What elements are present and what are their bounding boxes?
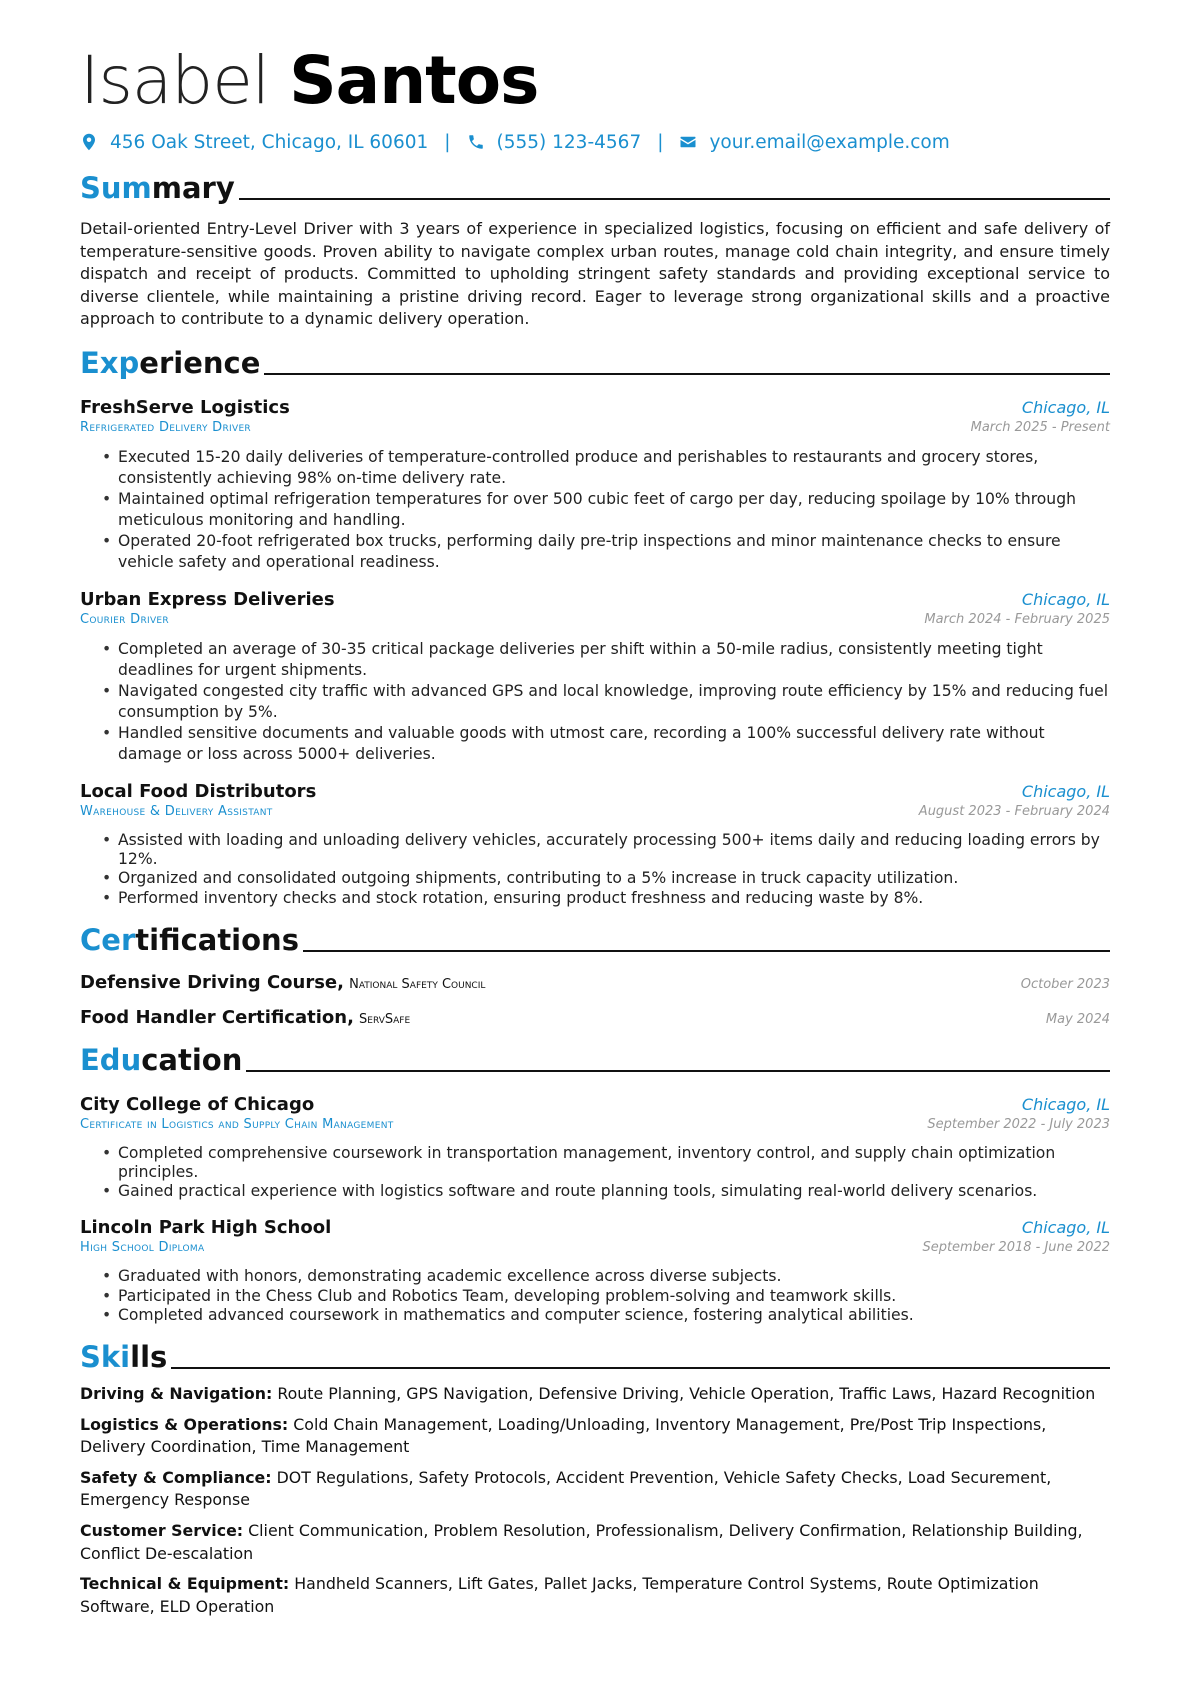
school-name: City College of Chicago — [80, 1093, 315, 1115]
section-skills — [80, 1335, 1110, 1375]
bullet-list — [80, 447, 1110, 573]
list-item: • Completed comprehensive coursework in transportation management, inventory control, and supply chain optimization principles. — [102, 1144, 1110, 1182]
contact-line — [80, 128, 1110, 156]
contact-email[interactable] — [679, 132, 949, 153]
experience-entry — [80, 397, 1110, 573]
skill-row — [80, 1414, 1110, 1459]
skill-values: DOT Regulations, Safety Protocols, Accident Prevention, Vehicle Safety Checks, Load Securement, Emergency Response — [80, 1467, 1052, 1510]
section-education — [80, 1038, 1110, 1078]
company-name: Urban Express Deliveries — [80, 588, 335, 610]
bullet-list — [80, 1267, 1110, 1325]
education-entry — [80, 1217, 1110, 1325]
experience-entry — [80, 781, 1110, 908]
job-title: Refrigerated Delivery Driver — [80, 419, 251, 435]
certification-title: Defensive Driving Course — [80, 971, 338, 993]
job-title: Courier Driver — [80, 611, 169, 627]
list-item: • Organized and consolidated outgoing shipments, contributing to a 5% increase in truck capacity utilization. — [102, 869, 1110, 888]
section-rule — [239, 198, 1110, 200]
list-item: • Handled sensitive documents and valuable goods with utmost care, recording a 100% successful delivery rate without damage or loss across 5000+ deliveries. — [102, 723, 1110, 765]
list-item: • Navigated congested city traffic with advanced GPS and local knowledge, improving route efficiency by 15% and reducing fuel consumption by 5%. — [102, 681, 1110, 723]
contact-address — [80, 132, 428, 153]
phone-text[interactable]: (555) 123-4567 — [496, 131, 642, 153]
skill-values: Handheld Scanners, Lift Gates, Pallet Jacks, Temperature Control Systems, Route Optimization Software, ELD Operation — [80, 1574, 1039, 1616]
bullet-list — [80, 831, 1110, 908]
certification-issuer: National Safety Council — [349, 976, 486, 992]
envelope-icon — [679, 133, 697, 151]
contact-separator: | — [444, 131, 451, 153]
list-item: • Assisted with loading and unloading delivery vehicles, accurately processing 500+ items daily and reducing loading errors by 12%. — [102, 831, 1110, 869]
skill-label: Logistics & Operations: — [80, 1414, 289, 1434]
certification-issuer: ServSafe — [359, 1011, 411, 1027]
bullet-list — [80, 639, 1110, 765]
experience-entry — [80, 589, 1110, 765]
list-item: • Gained practical experience with logistics software and route planning tools, simulating real-world delivery scenarios. — [102, 1182, 1110, 1201]
bullet-list — [80, 1144, 1110, 1202]
job-location: Chicago, IL — [1021, 781, 1110, 801]
skill-values: Cold Chain Management, Loading/Unloading, Inventory Management, Pre/Post Trip Inspections, Delivery Coordination, Time Management — [80, 1414, 1047, 1457]
skill-label: Customer Service: — [80, 1520, 244, 1540]
list-item: • Maintained optimal refrigeration temperatures for over 500 cubic feet of cargo per day, reducing spoilage by 10% through meticulous monitoring and handling. — [102, 489, 1110, 531]
skill-label: Technical & Equipment: — [80, 1574, 290, 1594]
job-dates: March 2024 - February 2025 — [924, 611, 1110, 627]
section-summary — [80, 166, 1110, 206]
education-dates: September 2018 - June 2022 — [922, 1240, 1110, 1256]
section-title: Summary — [80, 171, 235, 205]
address-text: 456 Oak Street, Chicago, IL 60601 — [110, 131, 429, 153]
section-title: Certifications — [80, 922, 299, 957]
list-item: • Participated in the Chess Club and Robotics Team, developing problem-solving and teamwork skills. — [102, 1287, 1110, 1306]
school-name: Lincoln Park High School — [80, 1217, 332, 1239]
contact-phone[interactable] — [467, 132, 642, 153]
school-location: Chicago, IL — [1021, 1094, 1110, 1114]
section-experience — [80, 341, 1110, 381]
education-entry — [80, 1094, 1110, 1202]
last-name: Santos — [289, 42, 539, 119]
company-name: Local Food Distributors — [80, 780, 317, 802]
section-title: Skills — [80, 1340, 168, 1374]
section-certifications — [80, 918, 1110, 958]
section-title: Experience — [80, 345, 261, 380]
certification-date: May 2024 — [1045, 1011, 1110, 1027]
contact-separator: | — [657, 131, 664, 153]
job-dates: August 2023 - February 2024 — [918, 803, 1110, 819]
skill-row — [80, 1467, 1110, 1512]
company-name: FreshServe Logistics — [80, 396, 290, 418]
skill-label: Safety & Compliance: — [80, 1467, 272, 1487]
job-dates: March 2025 - Present — [970, 419, 1110, 435]
skill-row — [80, 1573, 1110, 1618]
job-title: Warehouse & Delivery Assistant — [80, 803, 273, 819]
certification-item: Defensive Driving Course, National Safety Council October 2023 — [80, 971, 1110, 993]
section-rule — [171, 1367, 1110, 1369]
phone-icon — [467, 133, 485, 151]
certification-title: Food Handler Certification — [80, 1006, 348, 1028]
first-name: Isabel — [80, 42, 270, 119]
degree-title: High School Diploma — [80, 1240, 205, 1256]
section-rule — [246, 1070, 1110, 1072]
education-dates: September 2022 - July 2023 — [927, 1116, 1110, 1132]
list-item: • Operated 20-foot refrigerated box trucks, performing daily pre-trip inspections and minor maintenance checks to ensure vehicle safety and operational readiness. — [102, 531, 1110, 573]
section-rule — [264, 373, 1110, 375]
skill-label: Driving & Navigation: — [80, 1384, 273, 1403]
map-marker-icon — [80, 133, 98, 151]
candidate-name — [80, 0, 1110, 120]
school-location: Chicago, IL — [1021, 1218, 1110, 1238]
section-title: Education — [80, 1042, 243, 1077]
list-item: • Graduated with honors, demonstrating academic excellence across diverse subjects. — [102, 1267, 1110, 1286]
certification-item: Food Handler Certification, ServSafe May 2024 — [80, 1006, 1110, 1028]
skill-values: Client Communication, Problem Resolution, Professionalism, Delivery Confirmation, Relationship Building, Conflict De-escalation — [80, 1520, 1083, 1563]
summary-text: Detail-oriented Entry-Level Driver with 3 years of experience in specialized logistics, focusing on efficient and safe delivery of temperature-sensitive goods. Proven ability to navigate complex urban routes, manage cold chain integrity, and ensure timely dispatch and receipt of products. Committed to upholding stringent safety standards and providing exceptional service to diverse clientele, while maintaining a pristine driving record. Eager to leverage strong organizational skills and a proactive approach to contribute to a dynamic delivery operation. — [80, 219, 1110, 329]
section-rule — [303, 950, 1110, 952]
skill-values: Route Planning, GPS Navigation, Defensive Driving, Vehicle Operation, Traffic Laws, Hazard Recognition — [277, 1384, 1096, 1403]
email-link[interactable]: your.email@example.com — [709, 131, 950, 153]
skill-row — [80, 1520, 1110, 1565]
certification-date: October 2023 — [1020, 976, 1110, 992]
list-item: • Executed 15-20 daily deliveries of temperature-controlled produce and perishables to restaurants and grocery stores, consistently achieving 98% on-time delivery rate. — [102, 447, 1110, 489]
degree-title: Certificate in Logistics and Supply Chain Management — [80, 1116, 394, 1132]
list-item: • Performed inventory checks and stock rotation, ensuring product freshness and reducing waste by 8%. — [102, 889, 1110, 908]
list-item: • Completed advanced coursework in mathematics and computer science, fostering analytical abilities. — [102, 1306, 1110, 1325]
list-item: • Completed an average of 30-35 critical package deliveries per shift within a 50-mile radius, consistently meeting tight deadlines for urgent shipments. — [102, 639, 1110, 681]
skill-row — [80, 1383, 1110, 1406]
job-location: Chicago, IL — [1021, 589, 1110, 609]
job-location: Chicago, IL — [1021, 397, 1110, 417]
